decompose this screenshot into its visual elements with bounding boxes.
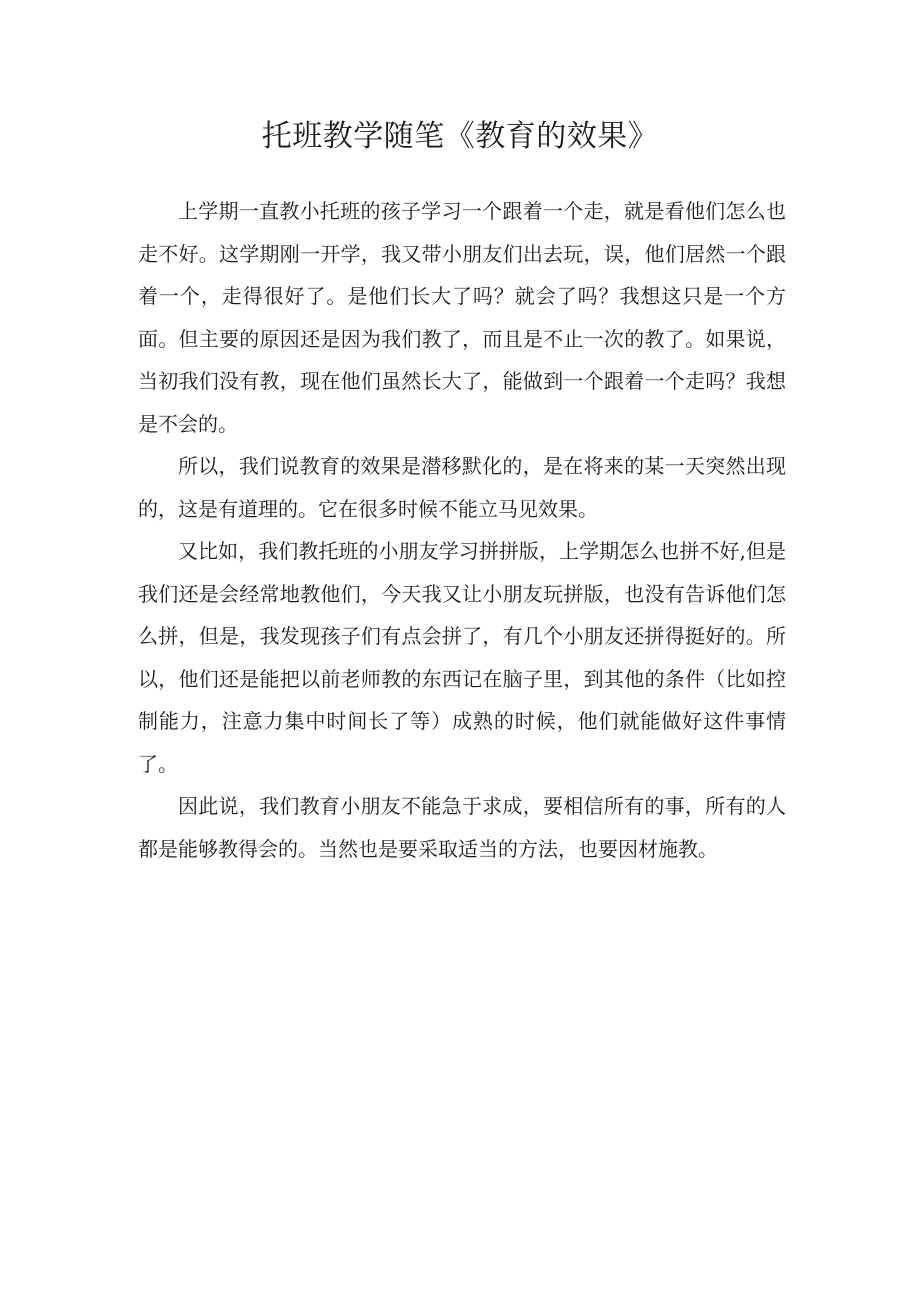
paragraph-1: 上学期一直教小托班的孩子学习一个跟着一个走，就是看他们怎么也走不好。这学期刚一开学，我又带小朋友们出去玩，误，他们居然一个跟着一个，走得很好了。是他们长大了吗？就会了吗？我想这只是一个方面。但主要的原因还是因为我们教了，而且是不止一次的教了。如果说，当初我们没有教，现在他们虽然长大了，能做到一个跟着一个走吗？我想是不会的。 bbox=[138, 199, 786, 436]
paragraph-2: 所以，我们说教育的效果是潜移默化的，是在将来的某一天突然出现的，这是有道理的。它在很多时候不能立马见效果。 bbox=[138, 454, 786, 521]
paragraph-4: 因此说，我们教育小朋友不能急于求成，要相信所有的事，所有的人都是能够教得会的。当然也是要采取适当的方法，也要因材施教。 bbox=[138, 794, 786, 861]
document-title: 托班教学随笔《教育的效果》 bbox=[261, 119, 659, 154]
document-body bbox=[138, 190, 786, 870]
paragraph-3: 又比如，我们教托班的小朋友学习拼拼版，上学期怎么也拼不好,但是我们还是会经常地教他们，今天我又让小朋友玩拼版，也没有告诉他们怎么拼，但是，我发现孩子们有点会拼了，有几个小朋友还拼得挺好的。所以，他们还是能把以前老师教的东西记在脑子里，到其他的条件（比如控制能力，注意力集中时间长了等）成熟的时候，他们就能做好这件事情了。 bbox=[138, 539, 786, 776]
